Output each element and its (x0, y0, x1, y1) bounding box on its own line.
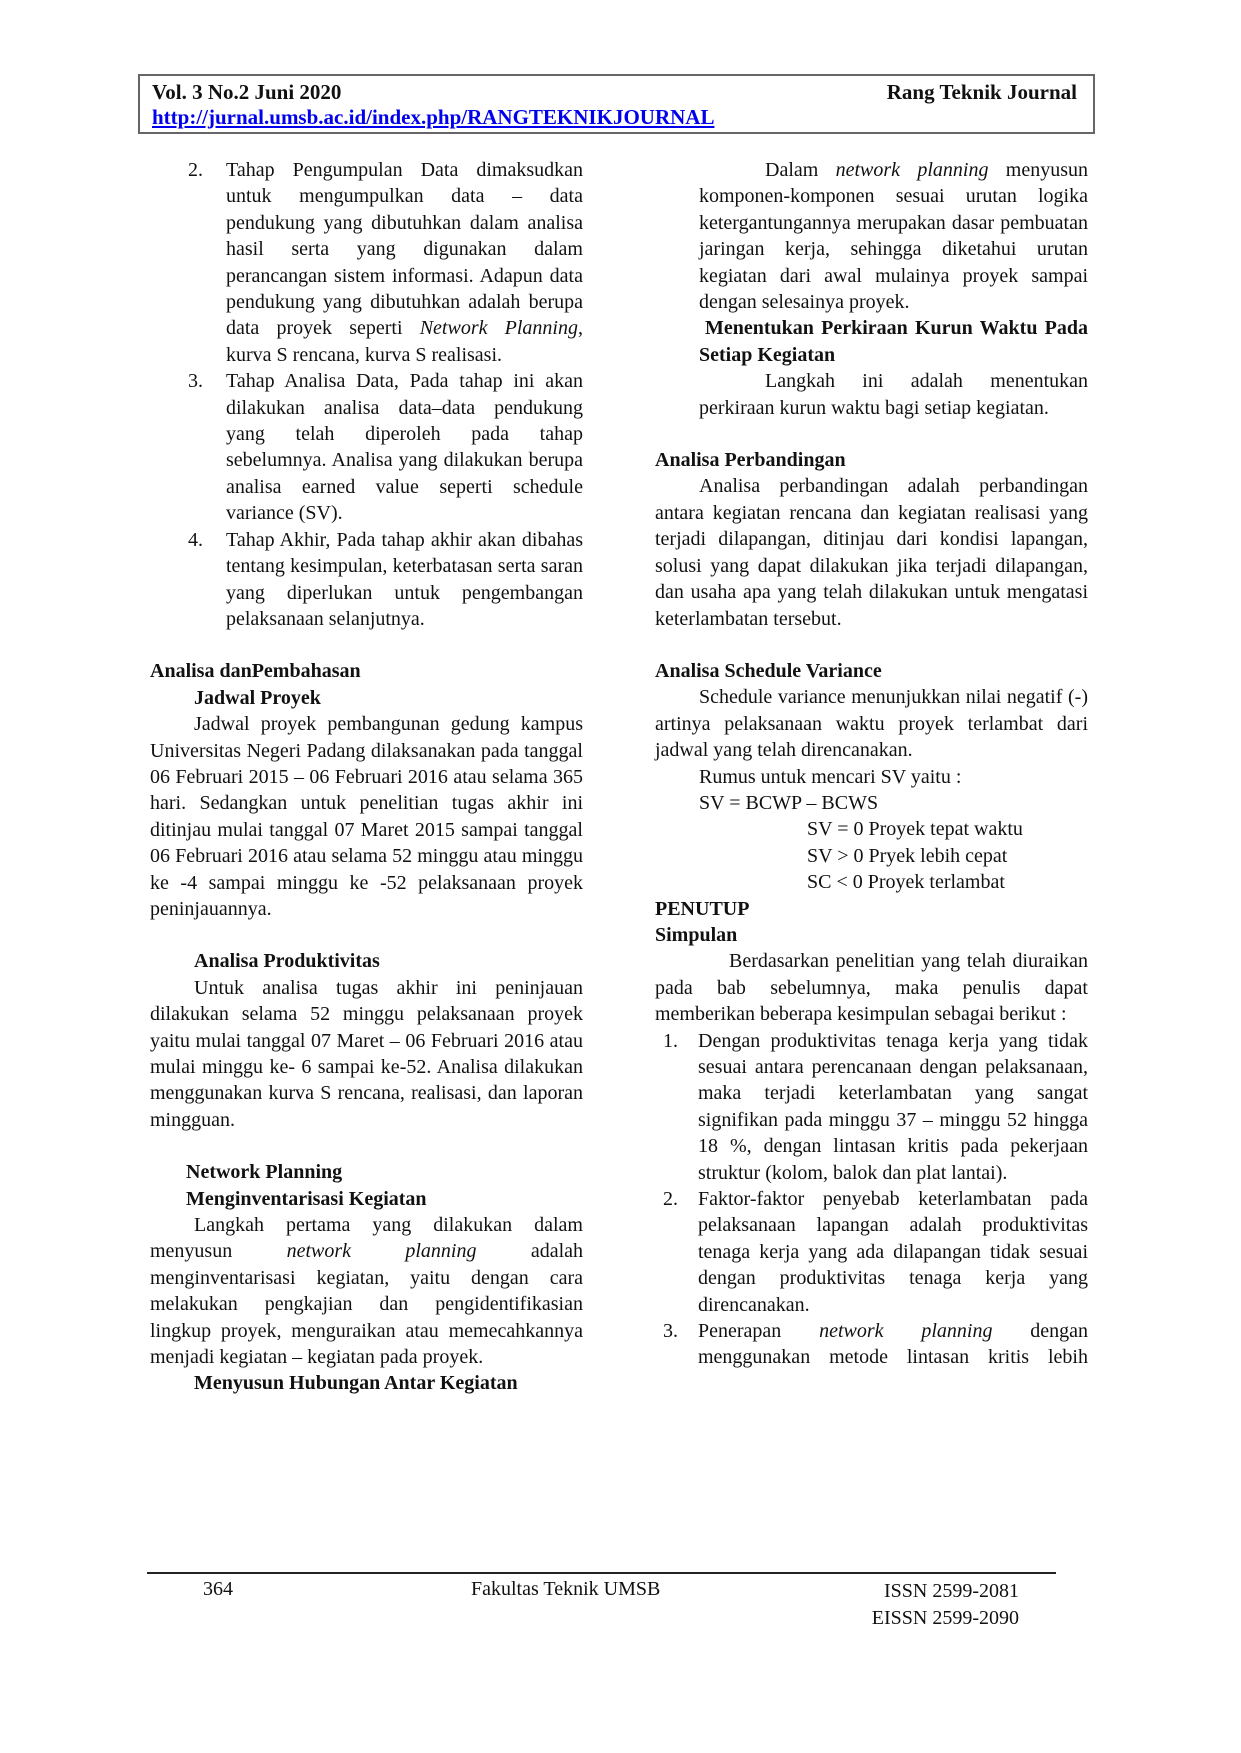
sv-case: SV > 0 Pryek lebih cepat (807, 844, 1008, 867)
subsection-heading: Analisa Produktivitas (194, 950, 380, 973)
list-number: 2. (188, 159, 203, 181)
right-column (655, 157, 1088, 1371)
subsection-heading: Simpulan (655, 923, 738, 946)
journal-name: Rang Teknik Journal (886, 80, 1077, 104)
list-text: Faktor-faktor penyebab keterlambatan pada pelaksanaan lapangan adalah produktivitas tenaga kerja yang ada dilapangan tidak sesuai dengan produktivitas tenaga kerja yang direncanakan. (698, 1188, 1088, 1316)
list-text: Tahap Analisa Data, Pada tahap ini akan dilakukan analisa data–data pendukung yang telah diperoleh pada tahap sebelumnya. Analisa yang dilakukan berupa analisa earned value seperti schedule variance (SV). (226, 370, 583, 525)
journal-url-link[interactable]: http://jurnal.umsb.ac.id/index.php/RANGTEKNIKJOURNAL (152, 105, 715, 129)
paragraph (655, 157, 1088, 315)
subsection-heading: Menginventarisasi Kegiatan (186, 1187, 427, 1210)
paragraph: Jadwal proyek pembangunan gedung kampus Universitas Negeri Padang dilaksanakan pada tanggal 06 Februari 2015 – 06 Februari 2016 atau selama 365 hari. Sedangkan untuk penelitian tugas akhir ini ditinjau mulai tanggal 07 Maret 2015 sampai tanggal 06 Februari 2016 atau selama 52 minggu atau minggu ke -4 sampai minggu ke -52 pelaksanaan proyek peninjauannya. (150, 713, 583, 920)
paragraph: Langkah ini adalah menentukan perkiraan kurun waktu bagi setiap kegiatan. (699, 370, 1088, 419)
sv-formula: SV = BCWP – BCWS (699, 791, 879, 814)
paragraph: Analisa perbandingan adalah perbandingan antara kegiatan rencana dan kegiatan realisasi yang terjadi dilapangan, ditinjau dari kondisi lapangan, solusi yang dapat dilakukan jika terjadi dilapangan, dan usaha apa yang telah dilakukan untuk mengatasi keterlambatan tersebut. (655, 475, 1088, 630)
list-number: 3. (663, 1320, 678, 1343)
paragraph: Untuk analisa tugas akhir ini peninjauan dilakukan selama 52 minggu pelaksanaan proyek yaitu mulai tanggal 07 Maret – 06 Februari 2016 atau mulai minggu ke- 6 sampai ke-52. Analisa dilakukan menggunakan kurva S rencana, realisasi, dan laporan mingguan. (150, 976, 583, 1131)
subsection-heading: Jadwal Proyek (194, 686, 321, 709)
method-step-2 (150, 157, 583, 368)
list-text: Dengan produktivitas tenaga kerja yang tidak sesuai antara perencanaan dengan pelaksanaan, maka terjadi keterlambatan yang sangat signifikan pada minggu 37 – minggu 52 hingga 18 %, dengan lintasan kritis pada pekerjaan struktur (kolom, balok dan plat lantai). (698, 1029, 1088, 1184)
footer-divider (147, 1572, 1056, 1574)
footer-issn (869, 1578, 1019, 1632)
volume-label: Vol. 3 No.2 Juni 2020 (152, 80, 342, 104)
section-heading: PENUTUP (655, 897, 750, 920)
paragraph-text: Langkah pertama yang dilakukan dalam menyusun (150, 1214, 583, 1263)
heading-text: Menentukan Perkiraan Kurun Waktu Pada Setiap Kegiatan (699, 317, 1088, 366)
conclusion-item (655, 1028, 1088, 1186)
page-number: 364 (203, 1578, 233, 1600)
list-text: dengan menggunakan metode lintasan kritis lebih (698, 1320, 1088, 1369)
list-text-italic: Network Planning (419, 317, 578, 340)
left-column (150, 157, 583, 1397)
eissn: EISSN 2599-2090 (871, 1607, 1019, 1629)
subsection-heading: Analisa Schedule Variance (655, 659, 882, 682)
paragraph-italic: network planning (286, 1240, 477, 1263)
list-number: 2. (663, 1188, 678, 1211)
method-step-3 (150, 368, 583, 526)
list-text: , kurva S rencana, kurva S realisasi. (226, 317, 583, 366)
subsection-heading: Network Planning (186, 1161, 343, 1184)
paragraph-text: adalah menginventarisasi kegiatan, yaitu dengan cara melakukan pengkajian dan pengidentifikasian lingkup proyek, menguraikan atau memecahkannya menjadi kegiatan – kegiatan pada proyek. (150, 1240, 584, 1369)
subsection-heading: Analisa Perbandingan (655, 449, 846, 472)
paragraph-text: menyusun komponen-komponen sesuai urutan logika ketergantungannya merupakan dasar pembuatan jaringan kerja, sehingga diketahui urutan kegiatan dari awal mulainya proyek sampai dengan selesainya proyek. (699, 159, 1089, 314)
subsection-heading: Menyusun Hubungan Antar Kegiatan (194, 1372, 518, 1395)
list-text: Penerapan (698, 1320, 820, 1343)
journal-header (138, 74, 1095, 134)
paragraph (150, 1212, 583, 1370)
list-number: 1. (663, 1029, 678, 1052)
section-heading: Analisa danPembahasan (150, 660, 361, 683)
paragraph-text: Dalam (765, 159, 836, 181)
conclusion-item (655, 1318, 1088, 1371)
list-text: Tahap Akhir, Pada tahap akhir akan dibahas tentang kesimpulan, keterbatasan serta saran yang diperlukan untuk pengembangan pelaksanaan selanjutnya. (226, 528, 583, 630)
conclusion-item (655, 1186, 1088, 1318)
formula-intro: Rumus untuk mencari SV yaitu : (699, 765, 962, 788)
footer-faculty: Fakultas Teknik UMSB (471, 1578, 661, 1600)
paragraph-italic: network planning (835, 159, 989, 181)
method-step-4 (150, 527, 583, 633)
subsection-heading (655, 315, 1088, 368)
list-text: Tahap Pengumpulan Data dimaksudkan untuk mengumpulkan data – data pendukung yang dibutuhkan dalam analisa hasil serta yang digunakan dalam perancangan sistem informasi. Adapun data pendukung yang dibutuhkan adalah berupa data proyek seperti (226, 159, 583, 340)
list-text-italic: network planning (819, 1320, 993, 1343)
paragraph: Schedule variance menunjukkan nilai negatif (-) artinya pelaksanaan waktu proyek terlambat dari jadwal yang telah direncanakan. (655, 686, 1088, 762)
sv-case: SV = 0 Proyek tepat waktu (807, 818, 1023, 841)
list-number: 4. (188, 528, 203, 551)
sv-case: SC < 0 Proyek terlambat (807, 871, 1005, 894)
issn: ISSN 2599-2081 (883, 1580, 1019, 1602)
list-number: 3. (188, 370, 203, 393)
paragraph: Berdasarkan penelitian yang telah diuraikan pada bab sebelumnya, maka penulis dapat memberikan beberapa kesimpulan sebagai berikut : (655, 950, 1088, 1026)
